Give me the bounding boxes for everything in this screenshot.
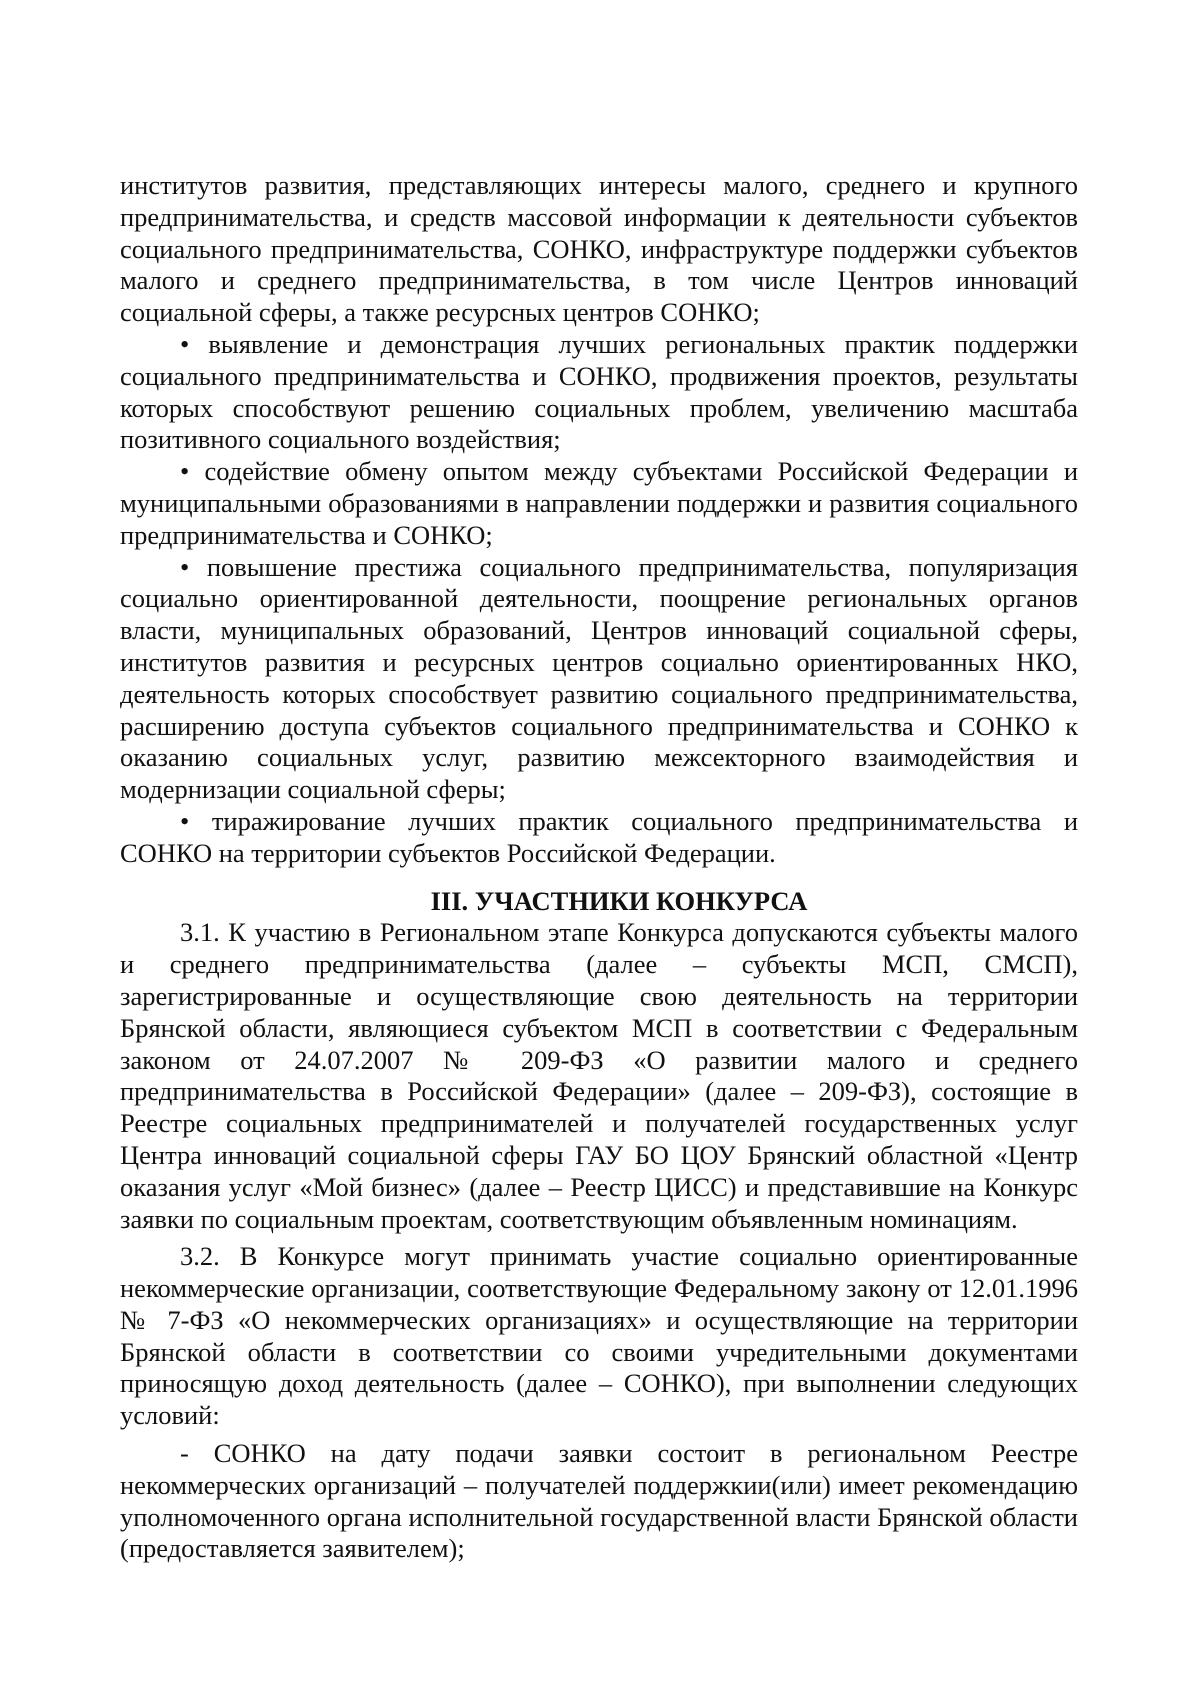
bullet-item-best-practices: • выявление и демонстрация лучших региональных практик поддержки социального предпринимательства и СОНКО, продвижения проектов, результаты которых способствуют решению социальных проблем, увеличению масштаба позитивного социального воздействия;	[120, 328, 1078, 455]
condition-item: - СОНКО на дату подачи заявки состоит в региональном Реестре некоммерческих организаций – получателей поддержкии(или) имеет рекомендацию уполномоченного органа исполнительной государственной власти Брянской области (предоставляется заявителем);	[120, 1438, 1078, 1564]
bullet-item-replication: • тиражирование лучших практик социального предпринимательства и СОНКО на территории субъектов Российской Федерации.	[120, 805, 1078, 868]
paragraph-3-1: 3.1. К участию в Региональном этапе Конкурса допускаются субъекты малого и среднего предпринимательства (далее – субъекты МСП, СМСП), зарегистрированные и осуществляющие свою деятельность на территории Брянской области, являющиеся субъектом МСП в соответствии с Федеральным законом от 24.07.2007 № 209-ФЗ «О развитии малого и среднего предпринимательства в Российской Федерации» (далее – 209-ФЗ), состоящие в Реестре социальных предпринимателей и получателей государственных услуг Центра инноваций социальной сферы ГАУ БО ЦОУ Брянский областной «Центр оказания услуг «Мой бизнес» (далее – Реестр ЦИСС) и представившие на Конкурс заявки по социальным проектам, соответствующим объявленным номинациям.	[120, 917, 1078, 1234]
paragraph-3-2: 3.2. В Конкурсе могут принимать участие социально ориентированные некоммерческие организации, соответствующие Федеральному закону от 12.01.1996 № 7-ФЗ «О некоммерческих организациях» и осуществляющие на территории Брянской области в соответствии со своими учредительными документами приносящую доход деятельность (далее – СОНКО), при выполнении следующих условий:	[120, 1241, 1078, 1431]
document-body	[120, 170, 1078, 1565]
bullet-item-prestige: • повышение престижа социального предпринимательства, популяризация социально ориентированной деятельности, поощрение региональных органов власти, муниципальных образований, Центров инноваций социальной сферы, институтов развития и ресурсных центров социально ориентированных НКО, деятельность которых способствует развитию социального предпринимательства, расширению доступа субъектов социального предпринимательства и СОНКО к оказанию социальных услуг, развитию межсекторного взаимодействия и модернизации социальной сферы;	[120, 551, 1078, 805]
bullet-item-experience-exchange: • содействие обмену опытом между субъектами Российской Федерации и муниципальными образованиями в направлении поддержки и развития социального предпринимательства и СОНКО;	[120, 456, 1078, 550]
paragraph-continuation: институтов развития, представляющих интересы малого, среднего и крупного предпринимательства, и средств массовой информации к деятельности субъектов социального предпринимательства, СОНКО, инфраструктуре поддержки субъектов малого и среднего предпринимательства, в том числе Центров инноваций социальной сферы, а также ресурсных центров СОНКО;	[120, 170, 1078, 328]
section-heading: III. УЧАСТНИКИ КОНКУРСА	[430, 885, 808, 916]
